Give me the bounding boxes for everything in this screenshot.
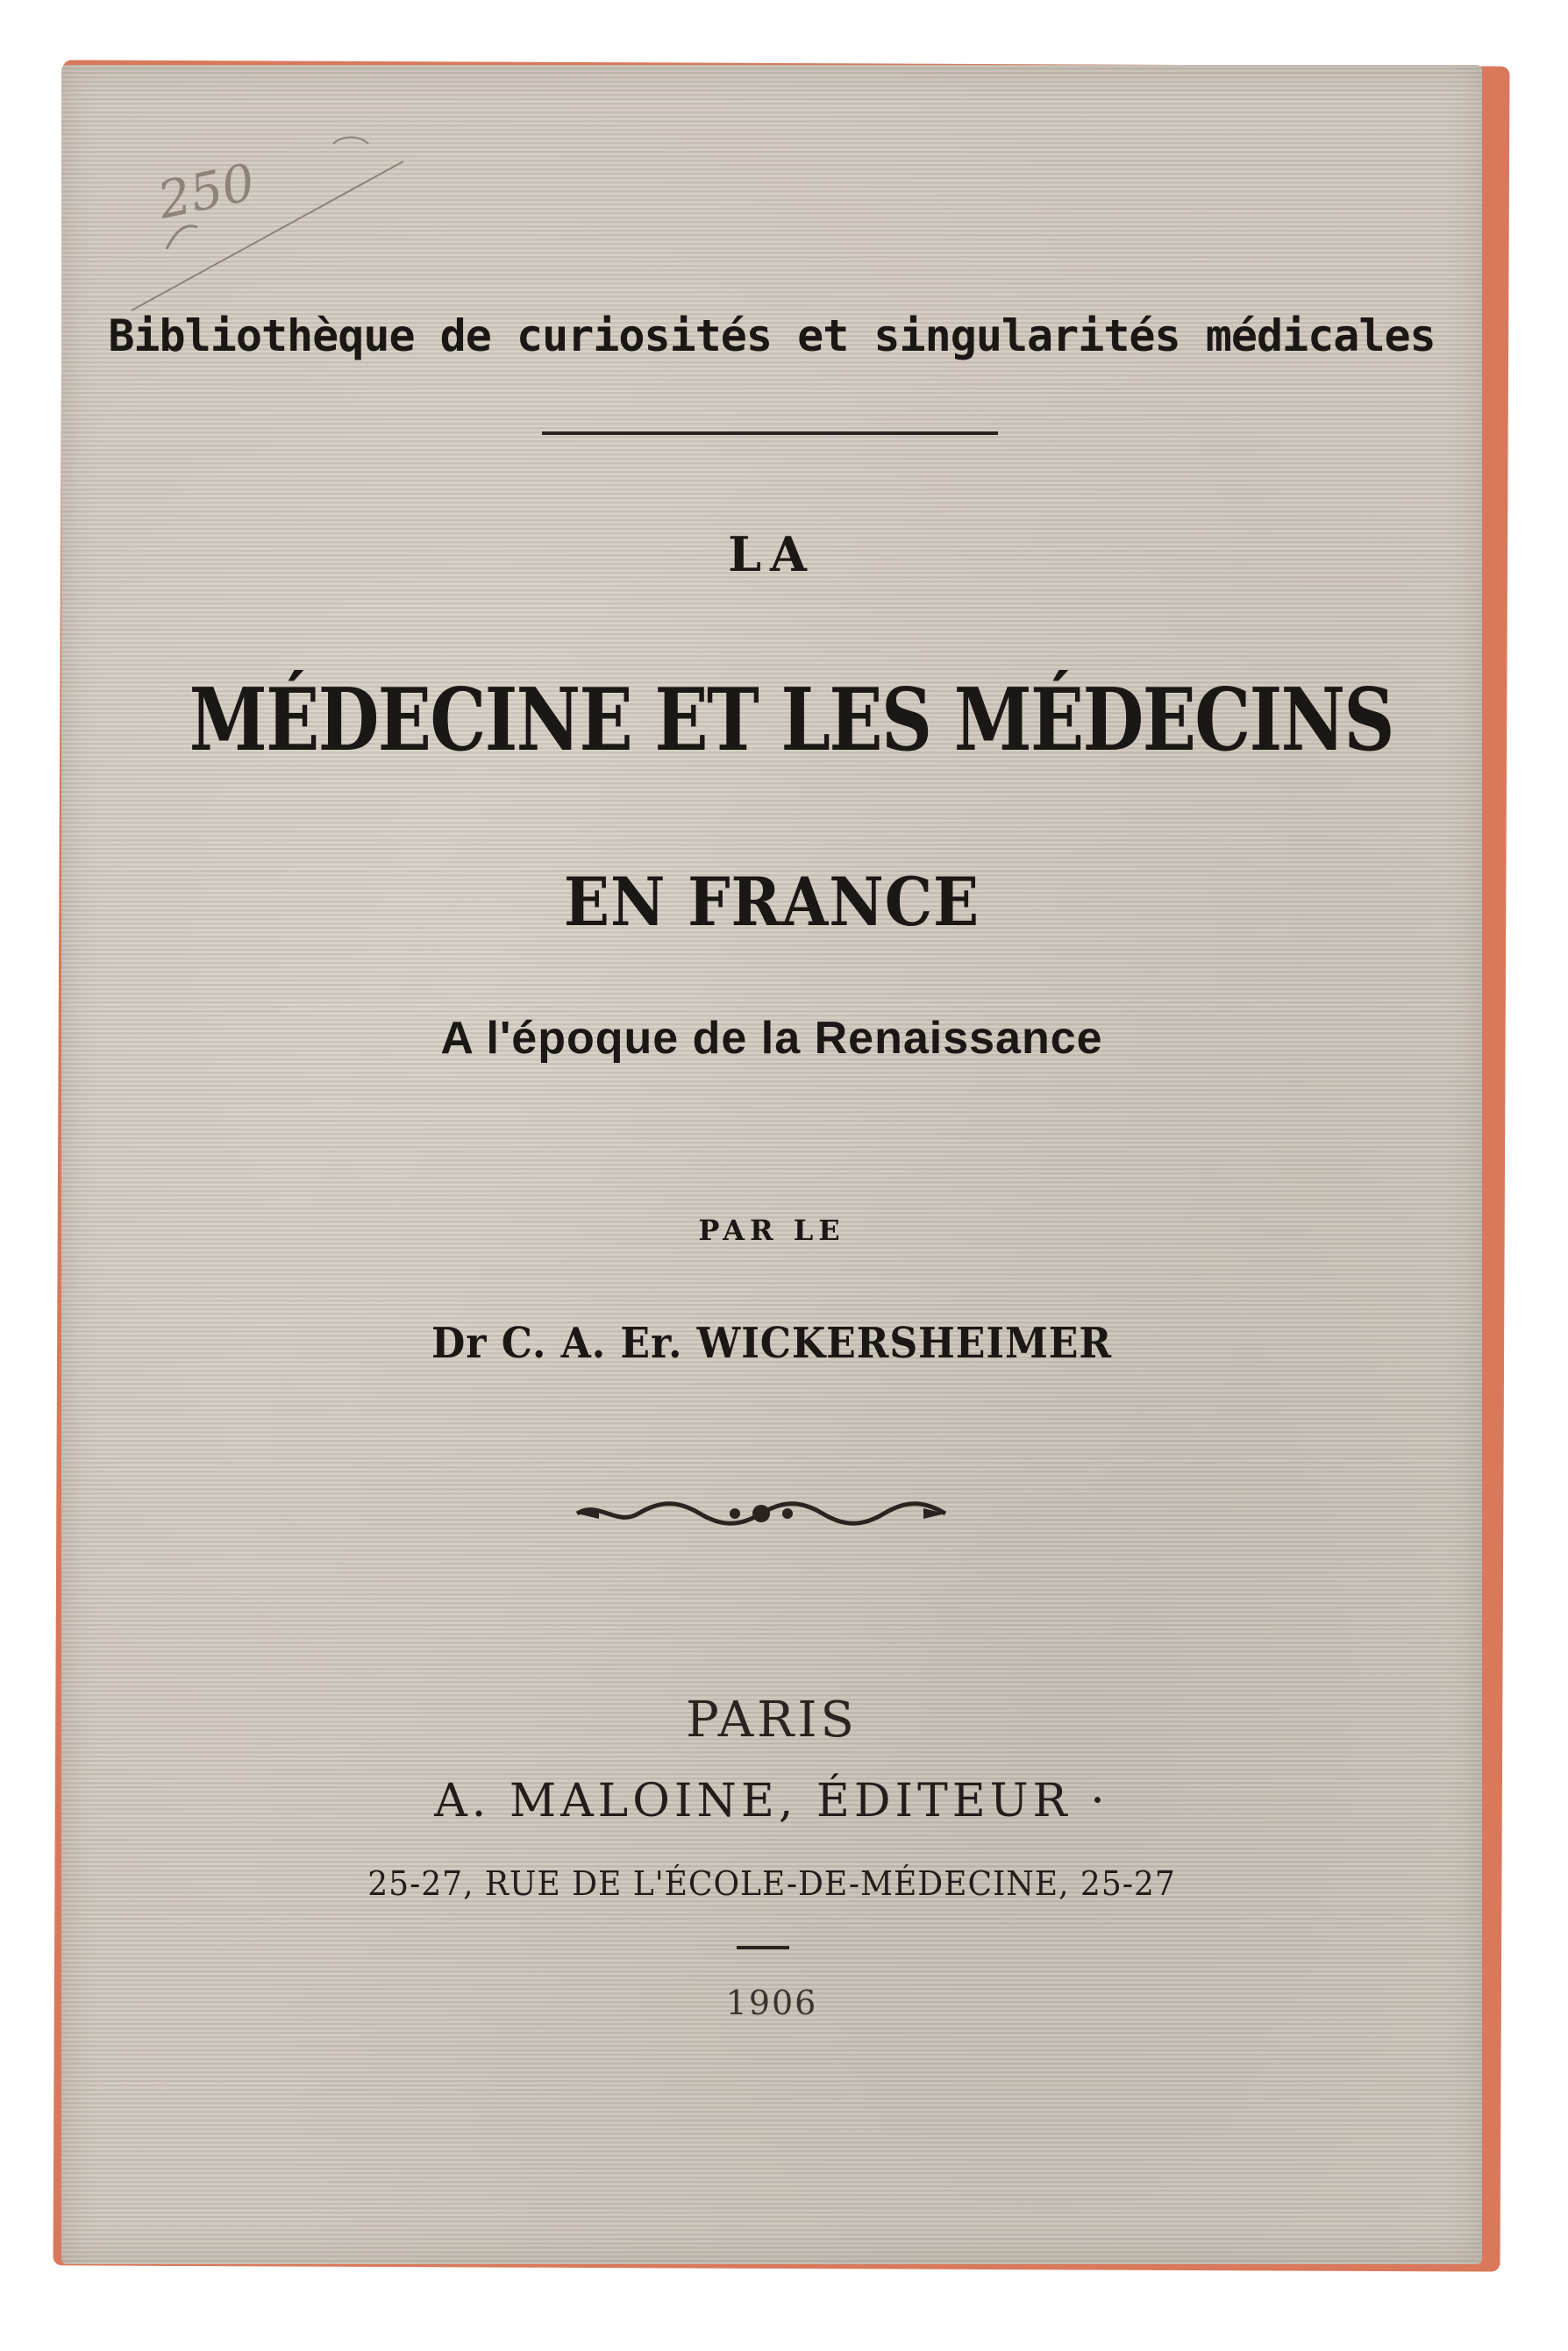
byline: PAR LE xyxy=(698,1214,845,1247)
book-cover xyxy=(61,65,1482,2264)
subtitle: A l'époque de la Renaissance xyxy=(440,1013,1103,1064)
title-place: EN FRANCE xyxy=(563,863,980,941)
ornament-flourish-icon xyxy=(573,1496,950,1531)
series-title: Bibliothèque de curiosités et singularités médicales xyxy=(108,310,1436,361)
imprint-year: 1906 xyxy=(725,1984,818,2022)
top-rule xyxy=(542,431,998,435)
imprint-publisher: A. MALOINE, ÉDITEUR · xyxy=(434,1775,1109,1827)
author-name: Dr C. A. Er. WICKERSHEIMER xyxy=(431,1319,1112,1368)
pencil-note: 250 xyxy=(153,152,260,231)
imprint-address: 25-27, RUE DE L'ÉCOLE-DE-MÉDECINE, 25-27 xyxy=(367,1864,1176,1903)
bottom-rule xyxy=(737,1946,789,1949)
main-title: MÉDECINE ET LES MÉDECINS xyxy=(189,670,1393,771)
imprint-city: PARIS xyxy=(686,1692,858,1749)
title-article: LA xyxy=(728,526,816,582)
